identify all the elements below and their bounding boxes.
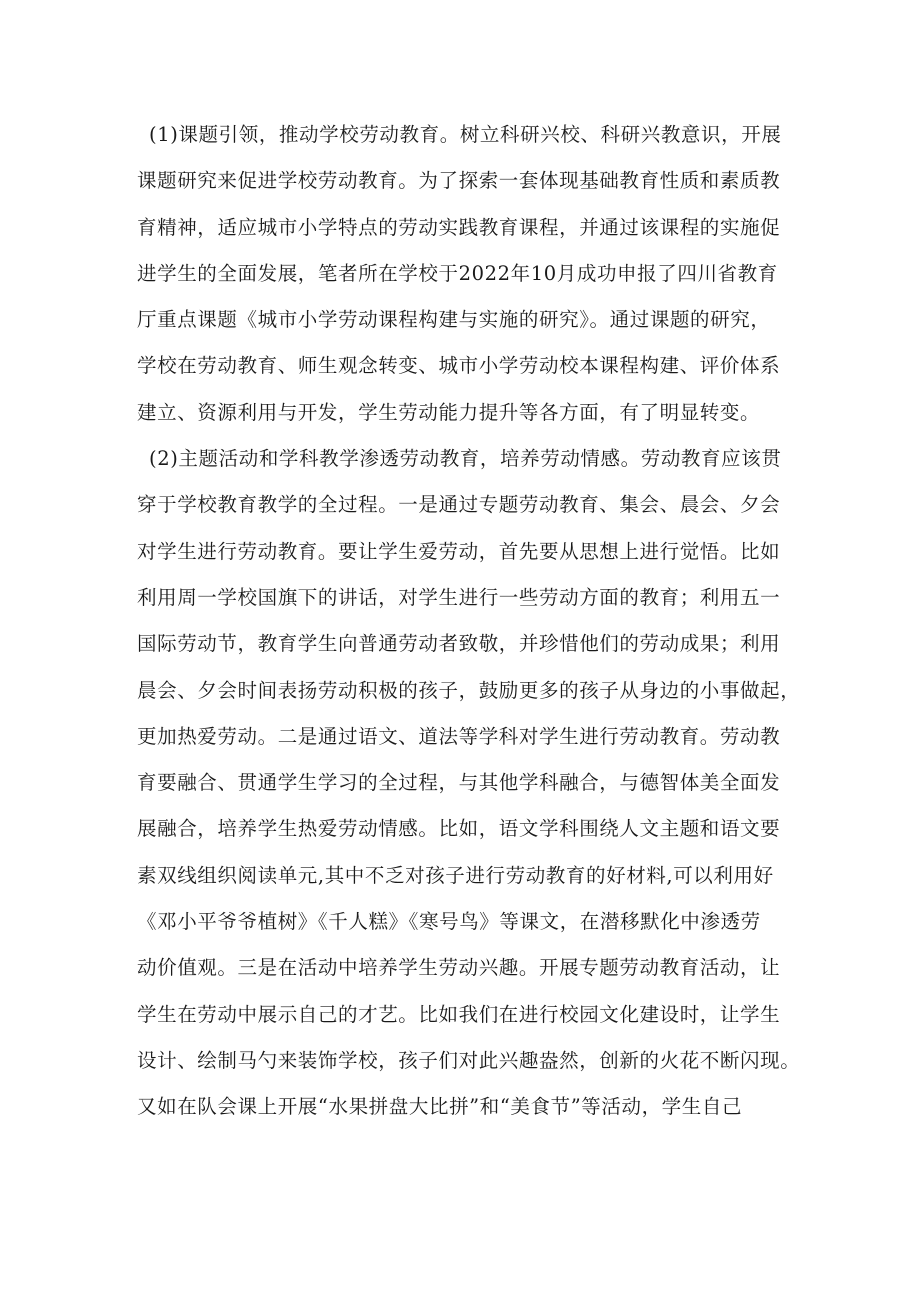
text-line-8: (2)主题活动和学科教学渗透劳动教育，培养劳动情感。劳动教育应该贯	[149, 447, 782, 471]
text-line-15: 育要融合、贯通学生学习的全过程，与其他学科融合，与德智体美全面发	[137, 771, 781, 795]
text-line-9: 穿于学校教育教学的全过程。一是通过专题劳动教育、集会、晨会、夕会	[137, 493, 781, 517]
text-line-22: 又如在队会课上开展“水果拼盘大比拼”和“美食节”等活动，学生自己	[137, 1095, 743, 1119]
text-line-18: 《邓小平爷爷植树》《千人糕》《寒号鸟》等课文，在潜移默化中渗透劳	[137, 910, 761, 934]
text-line-12: 国际劳动节，教育学生向普通劳动者致敬，并珍惜他们的劳动成果；利用	[137, 632, 781, 656]
text-line-21: 设计、绘制马勺来装饰学校，孩子们对此兴趣盎然，创新的火花不断闪现。	[137, 1048, 801, 1072]
text-line-14: 更加热爱劳动。二是通过语文、道法等学科对学生进行劳动教育。劳动教	[137, 724, 781, 748]
text-line-3: 育精神，适应城市小学特点的劳动实践教育课程，并通过该课程的实施促	[137, 215, 781, 239]
text-line-7: 建立、资源利用与开发，学生劳动能力提升等各方面，有了明显转变。	[137, 400, 761, 424]
body-text	[137, 112, 817, 1131]
text-line-20: 学生在劳动中展示自己的才艺。比如我们在进行校园文化建设时，让学生	[137, 1002, 781, 1026]
text-line-4: 进学生的全面发展，笔者所在学校于2022年10月成功申报了四川省教育	[137, 261, 778, 285]
text-line-19: 动价值观。三是在活动中培养学生劳动兴趣。开展专题劳动教育活动，让	[137, 956, 781, 980]
text-line-17: 素双线组织阅读单元,其中不乏对孩子进行劳动教育的好材料,可以利用好	[137, 863, 774, 887]
text-line-10: 对学生进行劳动教育。要让学生爱劳动，首先要从思想上进行觉悟。比如	[137, 539, 781, 563]
text-line-5: 厅重点课题《城市小学劳动课程构建与实施的研究》。通过课题的研究，	[137, 308, 771, 332]
text-line-2: 课题研究来促进学校劳动教育。为了探索一套体现基础教育性质和素质教	[137, 169, 781, 193]
text-line-13: 晨会、夕会时间表扬劳动积极的孩子，鼓励更多的孩子从身边的小事做起，	[137, 678, 801, 702]
text-line-16: 展融合，培养学生热爱劳动情感。比如，语文学科围绕人文主题和语文要	[137, 817, 781, 841]
text-line-1: (1)课题引领，推动学校劳动教育。树立科研兴校、科研兴教意识，开展	[149, 123, 782, 146]
text-line-11: 利用周一学校国旗下的讲话，对学生进行一些劳动方面的教育；利用五一	[137, 585, 781, 609]
text-line-6: 学校在劳动教育、师生观念转变、城市小学劳动校本课程构建、评价体系	[137, 354, 781, 378]
